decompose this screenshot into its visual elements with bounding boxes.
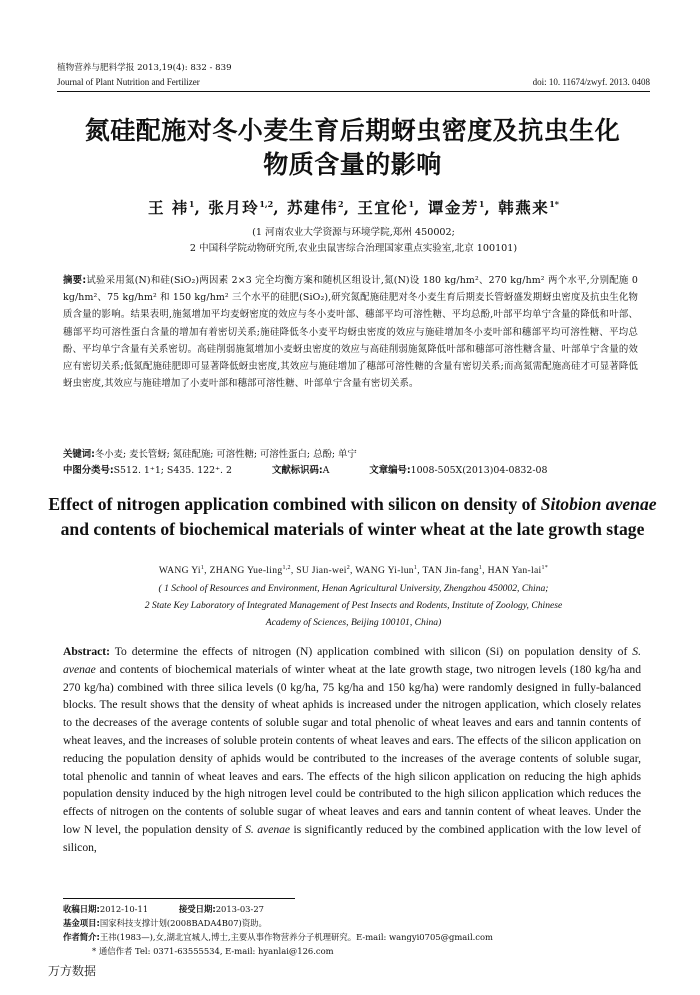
abstract-en-text: To determine the effects of nitrogen (N) application combined with silicon (Si) on population density of bbox=[110, 645, 633, 658]
author-en: ZHANG Yue-ling bbox=[209, 565, 283, 577]
author-en-sup: 1 bbox=[413, 565, 418, 571]
author-cn: 王宜伦 bbox=[357, 198, 409, 217]
clc bbox=[63, 462, 232, 476]
fund-text: 国家科技支撑计划(2008BADA4B07)资助。 bbox=[99, 918, 267, 928]
title-cn bbox=[60, 114, 645, 182]
keywords-cn-text: 冬小麦; 麦长管蚜; 氮硅配施; 可溶性糖; 可溶性蛋白; 总酚; 单宁 bbox=[94, 449, 357, 460]
watermark: 万方数据 bbox=[48, 964, 97, 978]
author-en-sup: 1 bbox=[478, 565, 483, 571]
bio-text: 王祎(1983—),女,湖北宜城人,博士,主要从事作物营养分子机理研究。E-mail: wangyi0705@gmail.com bbox=[99, 932, 493, 942]
affiliation-cn: (1 河南农业大学资源与环境学院,郑州 450002; bbox=[252, 227, 455, 238]
abstract-en-species: S. avenae bbox=[245, 822, 291, 836]
abstract-cn-text: 试验采用氮(N)和硅(SiO₂)两因素 2×3 完全均衡方案和随机区组设计,氮(N)设 180 kg/hm²、270 kg/hm² 两个水平,分别配施 0 kg/hm²、75 kg/hm² 和 150 kg/hm² 三个水平的硅肥(SiO₂),研究氮配施硅肥对冬小麦生育后期麦长管蚜盛发期蚜虫密度及抗虫生化物质含量的影响。结果表明,施氮增加平均麦蚜密度的效应与冬小麦叶部、穗部平均可溶性糖、平均总酚,叶部平均单宁含量的降低和叶部、穗部平均可溶性蛋白含量的增加有着密切关系;施硅降低冬小麦平均蚜虫密度的效应与施硅增加冬小麦叶部和穗部平均可溶性糖、平均总酚、平均单宁含量有关系密切。高硅削弱施氮增加小麦蚜虫密度的效应与高硅削弱施氮降低叶部和穗部可溶性糖含量、叶部单宁含量的效应有密切关系;低氮配施硅肥即可显著降低蚜虫密度,其效应与施硅增加了穗部可溶性糖的含量有密切关系;而高氮需配施高硅才可显著降低蚜虫密度,其效应与施硅增加了小麦叶部和穗部可溶性糖、叶部单宁含量有密切关系。 bbox=[63, 275, 638, 390]
title-cn-line: 物质含量的影响 bbox=[263, 150, 442, 179]
abstract-en-text: and contents of biochemical materials of winter wheat at the late growth stage, two nitrogen levels (180 kg/ha and 270 kg/ha) combined with three silica levels (0 kg/ha, 75 kg/ha and 150 kg/ha) were randomly designed in fully-balanced blocks. The result shows that the density of wheat aphids is increased under the nitrogen application, which closely relates to the decreases of the average contents of soluble sugar and total phenolic of wheat leaves and ears and tannin contents of wheat leaves, and the increases of soluble protein contents of wheat leaves and ears. The effects of the silicon application on reducing the population density of aphids would be contributed to the increases of the average contents of soluble sugar, total phenolic and tannin of wheat leaves and ears. The effects of the high silicon application on reducing the high aphids population density induced by the high nitrogen level could be contributed to the high silicon application which reduces the effects of nitrogen on the contents of soluble sugar of wheat leaves and ears and tannin content of wheat leaves. Under the low N level, the population density of bbox=[63, 662, 641, 836]
author-en-sup: 2 bbox=[346, 565, 351, 571]
title-cn-line: 氮硅配施对冬小麦生育后期蚜虫密度及抗虫生化 bbox=[84, 116, 621, 145]
article-number bbox=[369, 462, 547, 476]
accepted-date: 2013-03-27 bbox=[215, 904, 264, 914]
affiliation-cn: 2 中国科学院动物研究所,农业虫鼠害综合治理国家重点实验室,北京 100101) bbox=[189, 243, 518, 254]
footnote-corresponding: * 通信作者 Tel: 0371-63555534, E-mail: hyanlai@126.com bbox=[92, 946, 334, 956]
author-en: SU Jian-wei bbox=[296, 565, 347, 577]
affiliation-en: 2 State Key Laboratory of Integrated Management of Pest Insects and Rodents, Institute of Zoology, Chinese bbox=[144, 600, 563, 611]
author-en: TAN Jin-fang bbox=[422, 565, 479, 577]
author-cn-sup: 1* bbox=[549, 198, 559, 209]
abstract-en-label: Abstract: bbox=[63, 645, 111, 658]
title-en bbox=[40, 492, 665, 542]
doc-code-value: A bbox=[322, 465, 330, 476]
author-cn: 张月玲 bbox=[208, 198, 260, 217]
footnote-rule bbox=[63, 898, 295, 899]
author-en-sup: 1 bbox=[200, 565, 205, 571]
doc-code-label: 文献标识码: bbox=[271, 465, 323, 476]
header-rule bbox=[57, 91, 650, 92]
abstract-en-species: S. avenae bbox=[63, 645, 641, 676]
journal-name-en: Journal of Plant Nutrition and Fertilizer bbox=[57, 77, 200, 87]
title-en-line2: and contents of biochemical materials of winter wheat at the late growth stage bbox=[60, 519, 645, 539]
abstract-en-text: is significantly reduced by the combined application with the low level of silicon, bbox=[63, 822, 641, 854]
received-date: 2012-10-11 bbox=[99, 904, 149, 914]
fund-label: 基金项目: bbox=[63, 918, 100, 928]
author-cn-sup: 1 bbox=[478, 198, 485, 209]
author-en-sup: 1* bbox=[541, 565, 549, 571]
author-en: WANG Yi bbox=[158, 565, 201, 577]
author-cn-sup: 1 bbox=[408, 198, 415, 209]
classification-row bbox=[63, 462, 643, 476]
abstract-cn-label: 摘要: bbox=[63, 275, 87, 286]
author-cn: 谭金芳 bbox=[427, 198, 479, 217]
author-en: WANG Yi-lun bbox=[355, 565, 414, 577]
doi: doi: 10. 11674/zwyf. 2013. 0408 bbox=[532, 77, 650, 87]
author-cn-sup: 2 bbox=[338, 198, 344, 209]
affiliation-en: ( 1 School of Resources and Environment, Henan Agricultural University, Zhengzhou 450002, China; bbox=[158, 583, 549, 594]
author-cn-sup: 1,2 bbox=[259, 198, 274, 209]
article-number-label: 文章编号: bbox=[369, 465, 411, 476]
author-en: HAN Yan-lai bbox=[487, 565, 542, 577]
title-en-line1 bbox=[40, 492, 665, 517]
accepted-label: 接受日期: bbox=[178, 904, 216, 914]
authors-en: WANG Yi$^1$, ZHANG Yue-ling$^{1,2}$, SU Jian-wei$^2$, WANG Yi-lun$^1$, TAN Jin-fang$^1$, HAN Yan-lai$^{1*}$ bbox=[158, 565, 549, 577]
title-en-line1-text: Effect of nitrogen application combined with silicon on density of bbox=[48, 494, 541, 514]
footnote-dates bbox=[63, 904, 653, 915]
footnote-bio bbox=[63, 932, 653, 943]
abstract-cn bbox=[63, 272, 638, 392]
journal-header-en-row bbox=[57, 76, 650, 88]
bio-label: 作者简介: bbox=[63, 932, 100, 942]
author-en-sup: 1,2 bbox=[282, 565, 291, 571]
author-cn: 韩燕来 bbox=[498, 198, 550, 217]
keywords-cn-label: 关键词: bbox=[63, 449, 95, 460]
footnote-fund bbox=[63, 918, 653, 929]
author-cn: 王 祎 bbox=[148, 198, 189, 217]
article-number-value: 1008-505X(2013)04-0832-08 bbox=[410, 465, 548, 476]
clc-label: 中图分类号: bbox=[63, 465, 114, 476]
journal-header-cn: 植物营养与肥料学报 2013,19(4): 832 - 839 bbox=[57, 63, 232, 73]
affiliation-en: Academy of Sciences, Beijing 100101, China) bbox=[265, 617, 442, 628]
author-cn: 苏建伟 bbox=[287, 198, 339, 217]
authors-cn: 王 祎$^1$, 张月玲$^{1,2}$, 苏建伟$^2$, 王宜伦$^1$, 谭金芳$^1$, 韩燕来$^{1*}$ bbox=[148, 198, 559, 217]
keywords-cn bbox=[63, 446, 643, 460]
received-label: 收稿日期: bbox=[63, 904, 100, 914]
clc-value: S512. 1⁺1; S435. 122⁺. 2 bbox=[113, 465, 232, 476]
title-en-species: Sitobion avenae bbox=[540, 494, 657, 514]
abstract-en bbox=[63, 643, 641, 857]
doc-code bbox=[272, 462, 329, 476]
author-cn-sup: 1 bbox=[188, 198, 195, 209]
